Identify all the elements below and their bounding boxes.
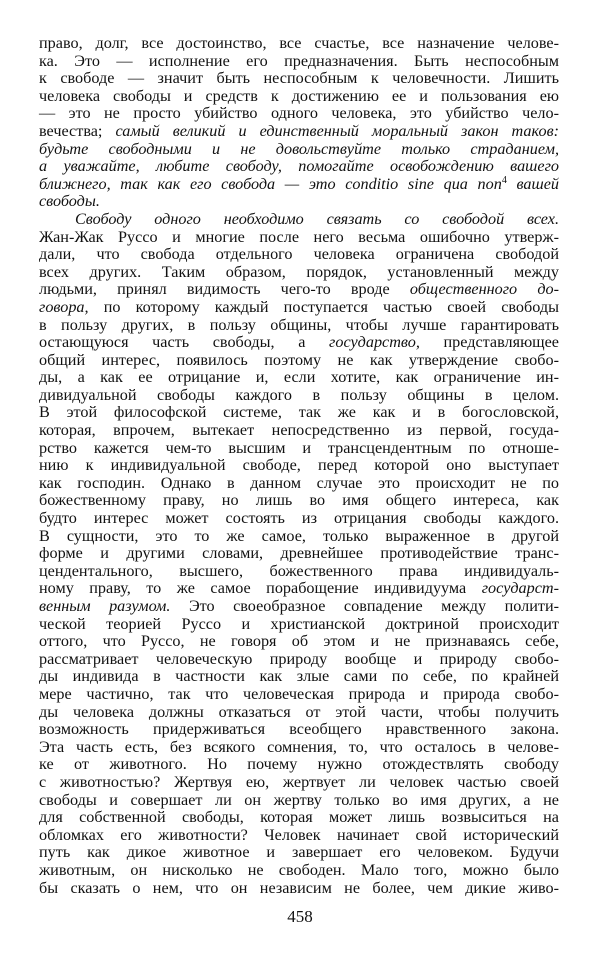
- text-line: [39, 880, 559, 898]
- text-line: [39, 598, 559, 616]
- text-line: [39, 176, 559, 194]
- text-span: по которому каждый поступается частью своей свободы: [88, 297, 559, 316]
- text-span: возможность придерживаться всеобщего нравственного закона.: [39, 720, 559, 739]
- text-line: [39, 528, 559, 546]
- text-span: для собственной свободы, которая может лишь возвыситься на: [39, 808, 559, 827]
- text-line: [39, 475, 559, 493]
- text-span: ды, а как ее отрицание и, если хотите, как ограничение ин-: [39, 368, 559, 387]
- text-span: В этой философской системе, так же как и в богословской,: [39, 403, 559, 422]
- text-line: [39, 686, 559, 704]
- text-span: рассматривает человеческую природу вообще и природу свобо-: [39, 649, 559, 668]
- text-span: людьми, принял видимость чего-то вроде: [39, 280, 390, 299]
- text-span: представляющее: [419, 333, 559, 352]
- text-line: [39, 53, 559, 71]
- italic-text: государст-: [466, 579, 559, 598]
- italic-text: венным разумом.: [39, 597, 171, 615]
- text-span: ка. Это — исполнение его предназначения. Быть неспособным: [39, 51, 559, 70]
- text-span: которая, впрочем, вытекает непосредственно из первой, госуда-: [39, 421, 559, 440]
- text-span: как господин. Однако в данном случае это происходит не по: [39, 473, 559, 492]
- italic-text: общественного до-: [389, 280, 559, 299]
- text-line: [39, 211, 559, 229]
- text-span: с животностью? Жертвуя ею, жертвует ли человек частью своей: [39, 772, 559, 791]
- text-span: обломках его животности? Человек начинает свой исторический: [39, 825, 559, 844]
- text-line: [39, 844, 559, 862]
- text-line: [39, 563, 559, 581]
- italic-text: говора,: [39, 297, 89, 316]
- italic-text: а уважайте, любите свободу, помогайте освобождению вашего: [39, 157, 559, 176]
- text-line: [39, 193, 559, 211]
- text-span: В сущности, это то же самое, только выраженное в другой: [39, 526, 559, 545]
- text-line: [39, 457, 559, 475]
- text-span: человека свободы и средств к достижению ее и пользования ею: [39, 86, 559, 105]
- text-line: [39, 387, 559, 405]
- text-line: [39, 510, 559, 528]
- text-line: [39, 739, 559, 757]
- text-line: [39, 668, 559, 686]
- text-span: свободы и совершает ли он жертву только во имя других, а не: [39, 790, 559, 809]
- text-line: [39, 229, 559, 247]
- text-line: [39, 616, 559, 634]
- text-span: божественному праву, но лишь во имя общего интереса, как: [39, 491, 559, 510]
- text-line: [39, 492, 559, 510]
- text-span: животным, он нисколько не свободен. Мало того, можно было: [39, 860, 559, 879]
- text-span: Это своеобразное совпадение между полити-: [170, 597, 559, 615]
- text-line: [39, 756, 559, 774]
- text-line: [39, 580, 559, 598]
- text-line: [39, 651, 559, 669]
- text-line: [39, 440, 559, 458]
- text-line: [39, 88, 559, 106]
- text-span: вечества;: [39, 121, 103, 140]
- text-line: [39, 264, 559, 282]
- text-line: [39, 809, 559, 827]
- text-span: путь как дикое животное и завершает его человеком. Будучи: [39, 843, 559, 862]
- italic-text: свободы.: [39, 192, 100, 211]
- text-span: форме и другими словами, древнейшее противодействие транс-: [39, 544, 559, 563]
- text-span: рство кажется чем-то высшим и трансцендентным по отноше-: [39, 438, 559, 457]
- text-span: дивидуальной свободы каждого в пользу общины в целом.: [39, 385, 559, 404]
- text-line: [39, 299, 559, 317]
- footnote-marker: 4: [501, 174, 507, 186]
- text-line: [39, 334, 559, 352]
- text-line: [39, 158, 559, 176]
- text-line: [39, 105, 559, 123]
- text-span: ды человека должны отказаться от этой части, чтобы получить: [39, 702, 559, 721]
- text-span: право, долг, все достоинство, все счастье, все назначение челове-: [39, 34, 559, 52]
- text-span: к свободе — значит быть неспособным к человечности. Лишить: [39, 69, 559, 88]
- italic-text: государство,: [305, 333, 420, 352]
- text-span: остающуюся часть свободы, а: [39, 333, 306, 352]
- text-span: ке от животного. Но почему нужно отождествлять свободу: [39, 755, 559, 774]
- text-line: [39, 70, 559, 88]
- text-span: оттого, что Руссо, не говоря об этом и не признаваясь себе,: [39, 632, 559, 651]
- italic-text: вашей: [506, 174, 559, 193]
- text-span: ному праву, то же самое порабощение индивидуума: [39, 579, 467, 598]
- text-line: [39, 246, 559, 264]
- italic-text: самый великий и единственный моральный закон таков:: [102, 121, 559, 140]
- text-span: в пользу других, в пользу общины, чтобы лучше гарантировать: [39, 315, 559, 334]
- text-line: [39, 123, 559, 141]
- text-span: Жан-Жак Руссо и многие после него весьма ошибочно утверж-: [39, 227, 559, 246]
- text-line: [39, 862, 559, 880]
- text-span: будто интерес может состоять из отрицания свободы каждого.: [39, 509, 559, 528]
- text-line: [39, 633, 559, 651]
- text-line: [39, 792, 559, 810]
- text-line: [39, 704, 559, 722]
- text-span: ды индивида в частности как злые сами по себе, по крайней: [39, 667, 559, 686]
- text-line: [39, 35, 559, 53]
- text-span: — это не просто убийство одного человека, это убийство чело-: [39, 104, 559, 123]
- text-span: всех других. Таким образом, порядок, установленный между: [39, 262, 559, 281]
- text-line: [39, 352, 559, 370]
- text-span: нию к индивидуальной свободе, перед которой оно выступает: [39, 456, 559, 475]
- text-line: [39, 281, 559, 299]
- italic-text: ближнего, так как его свобода — это conditio sine qua non: [39, 174, 502, 193]
- text-line: [39, 369, 559, 387]
- page-number: 458: [287, 907, 313, 926]
- text-span: дали, что свобода отдельного человека ограничена свободой: [39, 245, 559, 264]
- text-line: [39, 141, 559, 159]
- text-line: [39, 404, 559, 422]
- text-span: Эта часть есть, без всякого сомнения, то, что осталось в челове-: [39, 737, 559, 756]
- italic-text: Свободу одного необходимо связать со свободой всех.: [75, 209, 559, 228]
- text-line: [39, 545, 559, 563]
- text-span: общий интерес, появилось поэтому не как утверждение свобо-: [39, 350, 559, 369]
- text-span: бы сказать о нем, что он независим не более, чем дикие живо-: [39, 878, 559, 897]
- text-line: [39, 317, 559, 335]
- text-span: цендентального, высшего, божественного права индивидуаль-: [39, 561, 559, 580]
- page-text: [39, 35, 559, 897]
- text-line: [39, 422, 559, 440]
- text-line: [39, 827, 559, 845]
- text-line: [39, 721, 559, 739]
- text-line: [39, 774, 559, 792]
- text-span: мере частично, так что человеческая природа и природа свобо-: [39, 684, 559, 703]
- italic-text: будьте свободными и не довольствуйте только страданием,: [39, 139, 559, 158]
- text-span: ческой теорией Руссо и христианской доктриной происходит: [39, 614, 559, 633]
